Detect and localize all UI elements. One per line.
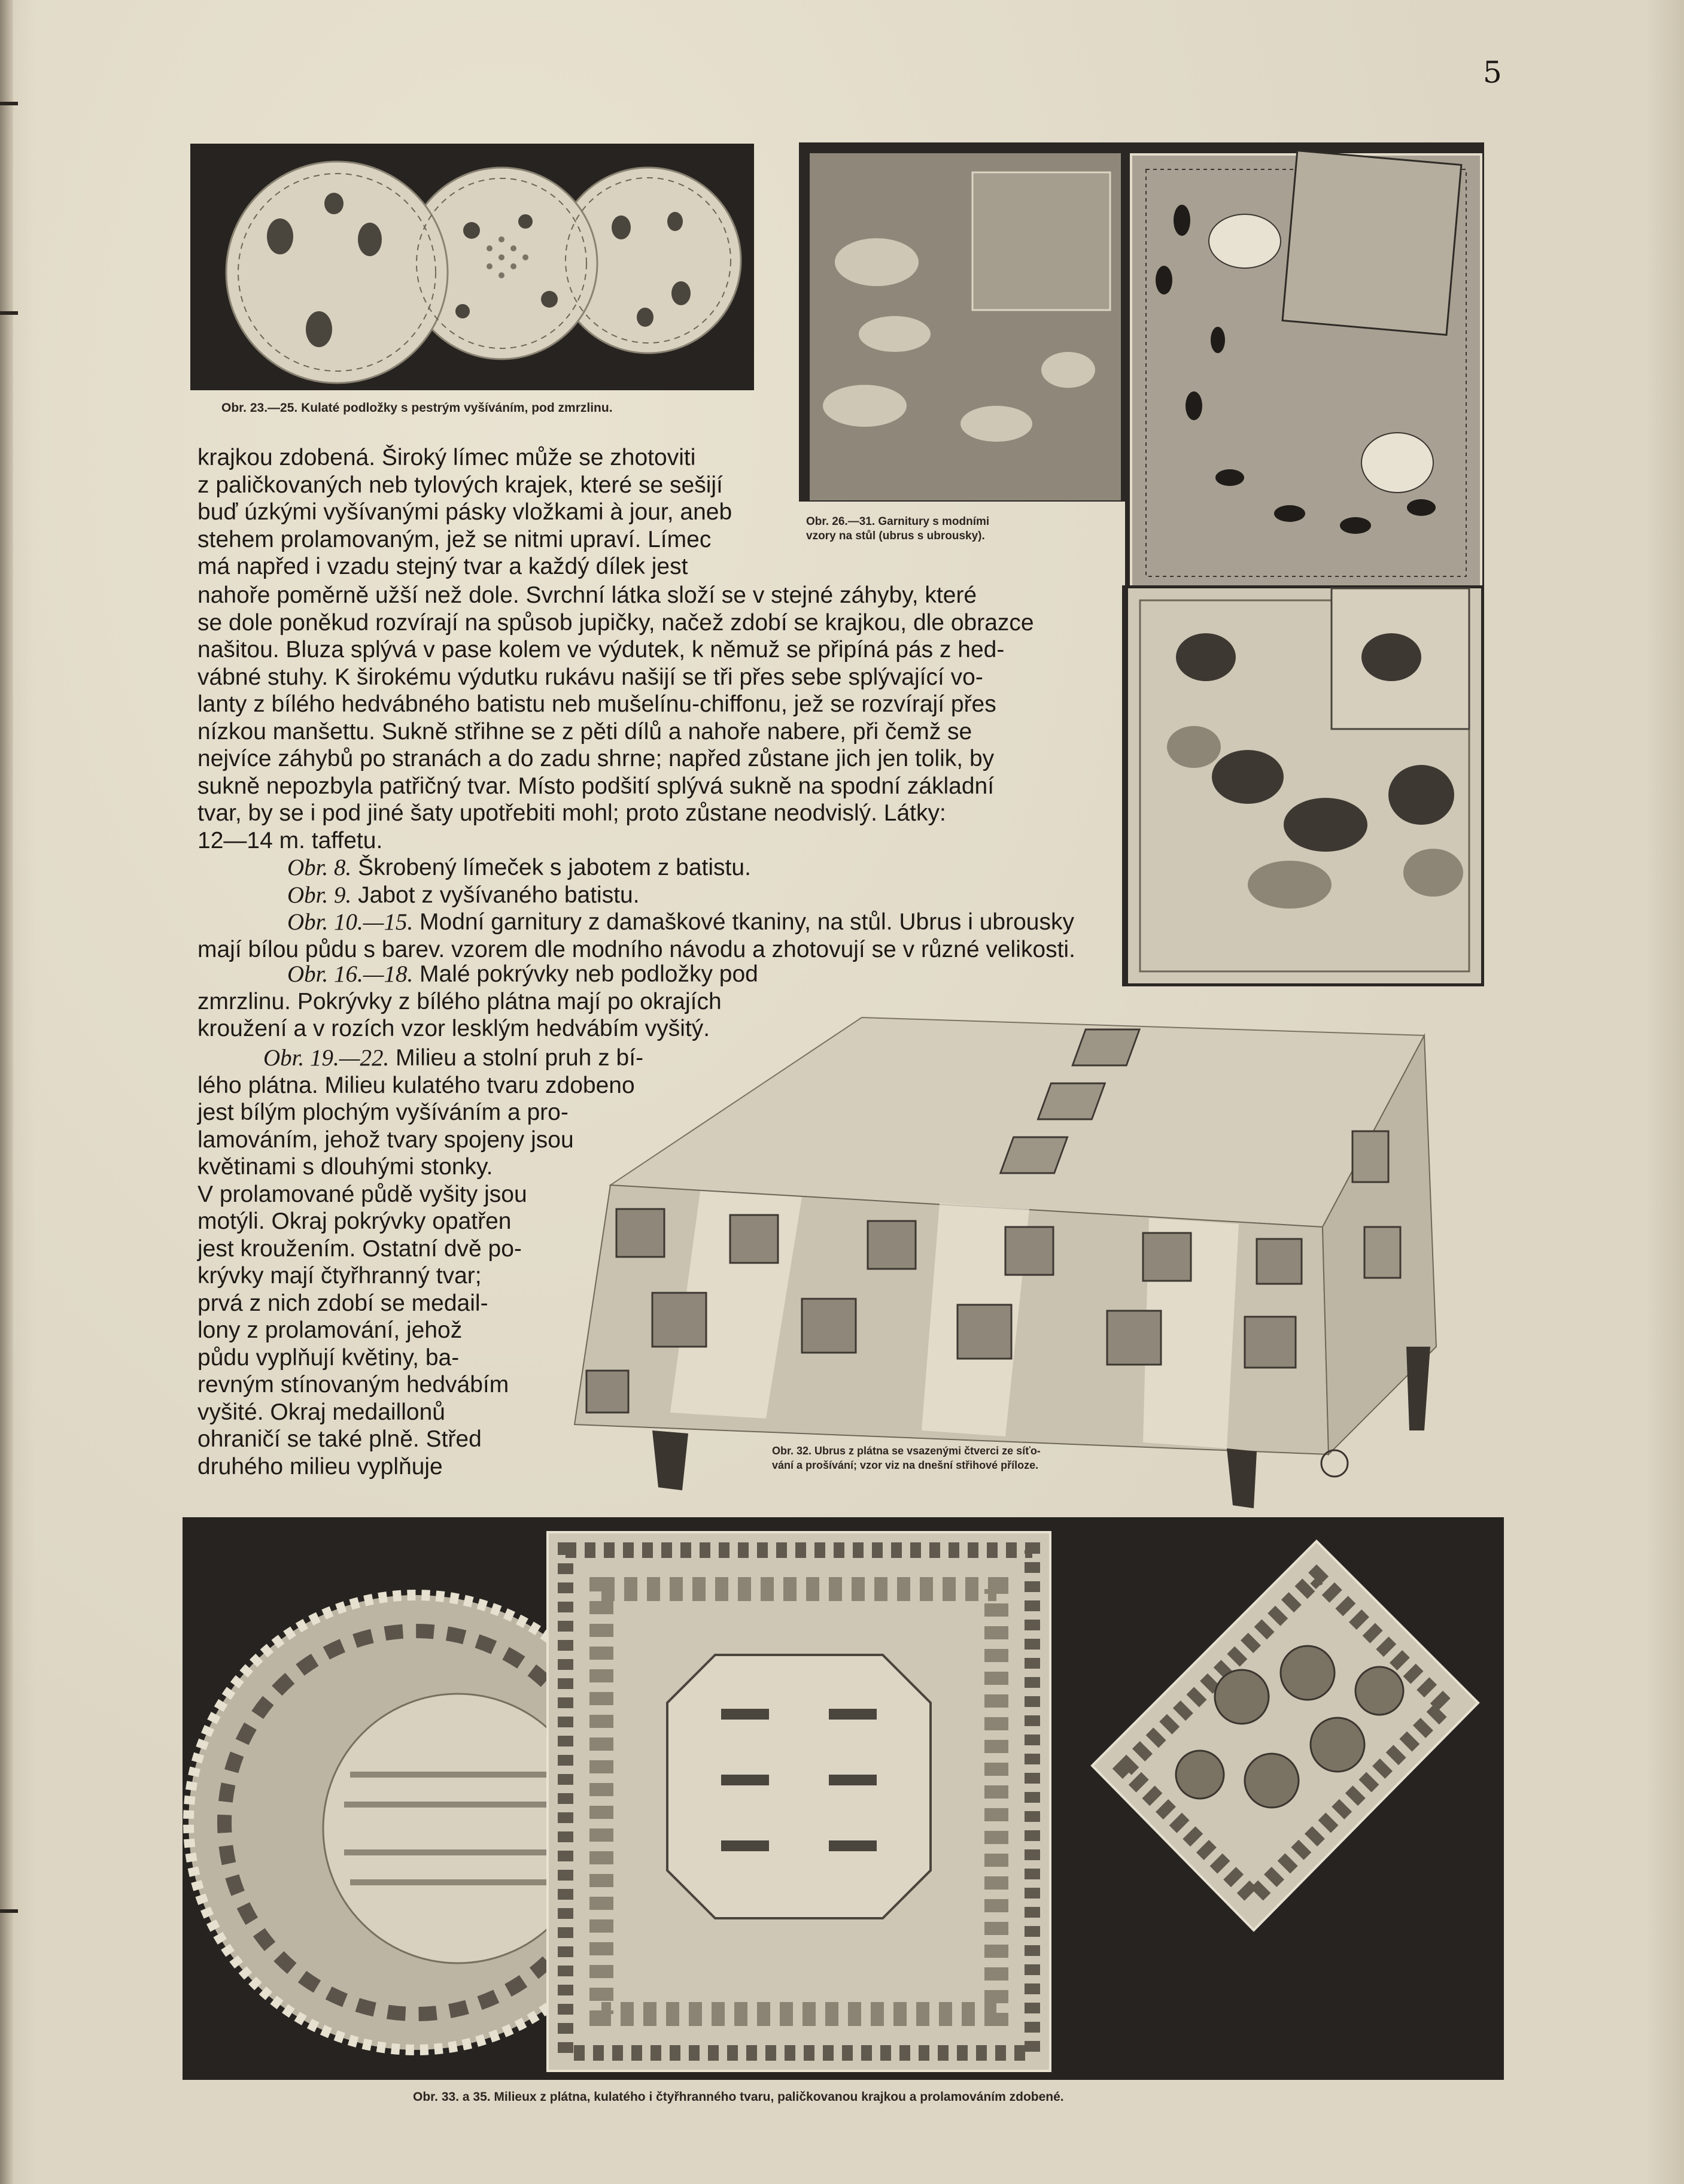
- text-line: buď úzkými vyšívanými pásky vložkami à jour, aneb: [197, 499, 732, 525]
- figure-desc: Modní garnitury z damaškové tkaniny, na stůl. Ubrus i ubrousky: [420, 909, 1074, 935]
- page-number: 5: [1483, 55, 1502, 90]
- edge-mark: [0, 311, 18, 315]
- text-line: nejvíce záhybů po stranách a do zadu shrne; napřed zůstane jich jen tolik, by: [197, 746, 995, 771]
- figure-item: [197, 961, 832, 988]
- figure-desc: Jabot z vyšívaného batistu.: [358, 882, 640, 908]
- figure-item: [197, 854, 1083, 882]
- text-line: půdu vyplňují květiny, ba-: [197, 1344, 460, 1371]
- figure-caption: Obr. 33. a 35. Milieux z plátna, kulatého i čtyřhranného tvaru, paličkovanou krajkou a prolamováním zdobené.: [413, 2090, 1064, 2104]
- figure-item: [197, 882, 1083, 909]
- text-line: jest bílým plochým vyšíváním a pro-: [197, 1099, 569, 1125]
- text-line: stehem prolamovaným, jež se nitmi upraví. Límec: [197, 526, 712, 552]
- binding-edge: [0, 0, 13, 2184]
- article-text-wide: [197, 582, 1083, 963]
- text-line: lého plátna. Milieu kulatého tvaru zdobeno: [197, 1072, 635, 1098]
- text-line: vyšité. Okraj medaillonů: [197, 1399, 445, 1425]
- figure-ref: Obr. 9.: [287, 882, 352, 908]
- figure-tablecloth: [551, 1011, 1496, 1508]
- figure-caption: [806, 515, 989, 543]
- text-line: sukně nepozbyla patřičný tvar. Místo podšití splývá sukně na spodní základní: [197, 773, 995, 799]
- figure-milieux: [183, 1517, 1504, 2080]
- figure-ref: Obr. 8.: [287, 855, 352, 880]
- text-line: kroužení a v rozích vzor lesklým hedvábím vyšitý.: [197, 1016, 710, 1041]
- text-line: tvar, by se i pod jiné šaty upotřebiti mohl; proto zůstane neodvislý. Látky:: [197, 800, 946, 826]
- text-line: prvá z nich zdobí se medail-: [197, 1290, 488, 1316]
- text-line: V prolamované půdě vyšity jsou: [197, 1181, 527, 1207]
- text-line: krajkou zdobená. Široký límec může se zhotoviti: [197, 445, 696, 470]
- figure-ref: Obr. 10.—15.: [287, 909, 414, 935]
- figure-desc: Milieu a stolní pruh z bí-: [396, 1045, 644, 1071]
- figure-caption-line: vání a prošívání; vzor viz na dnešní střihové příloze.: [772, 1459, 1039, 1471]
- text-line: zmrzlinu. Pokrývky z bílého plátna mají po okrajích: [197, 988, 722, 1014]
- text-line: revným stínovaným hedvábím: [197, 1372, 509, 1398]
- article-text-narrow: [197, 444, 781, 581]
- figure-caption-line: Obr. 26.—31. Garnitury s modními: [806, 515, 990, 528]
- edge-mark: [0, 102, 18, 105]
- edge-mark: [0, 1909, 18, 1913]
- text-line: se dole poněkud rozvírají na spůsob jupičky, načež zdobí se krajkou, dle obrazce: [197, 609, 1034, 636]
- text-line: lamováním, jehož tvary spojeny jsou: [197, 1126, 574, 1153]
- text-line: mají bílou půdu s barev. vzorem dle modního návodu a zhotovují se v různé velikosti.: [197, 936, 1075, 962]
- figure-ref: Obr. 16.—18.: [287, 961, 414, 987]
- text-line: lony z prolamování, jehož: [197, 1317, 463, 1343]
- figure-caption-line: vzory na stůl (ubrus s ubrousky).: [806, 530, 985, 542]
- figure-caption-line: Obr. 32. Ubrus z plátna se vsazenými čtverci ze síťo-: [772, 1445, 1041, 1457]
- text-line: motýli. Okraj pokrývky opatřen: [197, 1208, 512, 1234]
- text-line: vábné stuhy. K širokému výdutku rukávu našijí se tři přes sebe splývající vo-: [197, 664, 983, 690]
- figure-ref: Obr. 19.—22.: [263, 1045, 390, 1071]
- figure-item: [197, 909, 1083, 936]
- text-line: 12—14 m. taffetu.: [197, 827, 383, 853]
- text-line: našitou. Bluza splývá v pase kolem ve výdutek, k němuž se připíná pás z hed-: [197, 637, 1005, 663]
- text-line: má napřed i vzadu stejný tvar a každý dílek jest: [197, 554, 688, 579]
- text-line: jest kroužením. Ostatní dvě po-: [197, 1235, 522, 1262]
- text-line: lanty z bílého hedvábného batistu neb mušelínu-chiffonu, jež se rozvírají přes: [197, 691, 996, 717]
- text-line: druhého milieu vyplňuje: [197, 1453, 443, 1480]
- figure-desc: Malé pokrývky neb podložky pod: [420, 961, 758, 987]
- text-line: z paličkovaných neb tylových krajek, které se sešijí: [197, 472, 723, 498]
- text-line: krývky mají čtyřhranný tvar;: [197, 1263, 482, 1289]
- text-line: květinami s dlouhými stonky.: [197, 1154, 493, 1180]
- figure-caption: Obr. 23.—25. Kulaté podložky s pestrým vyšíváním, pod zmrzlinu.: [221, 401, 613, 415]
- text-line: nízkou manšettu. Sukně střihne se z pěti dílů a nahoře nabere, při čemž se: [197, 718, 972, 745]
- figure-desc: Škrobený límeček s jabotem z batistu.: [358, 855, 751, 880]
- text-line: nahoře poměrně užší než dole. Svrchní látka složí se v stejné záhyby, které: [197, 582, 977, 608]
- figure-round-doilies: [190, 144, 754, 390]
- figure-caption: [772, 1444, 1041, 1472]
- text-line: ohraničí se také plně. Střed: [197, 1426, 482, 1452]
